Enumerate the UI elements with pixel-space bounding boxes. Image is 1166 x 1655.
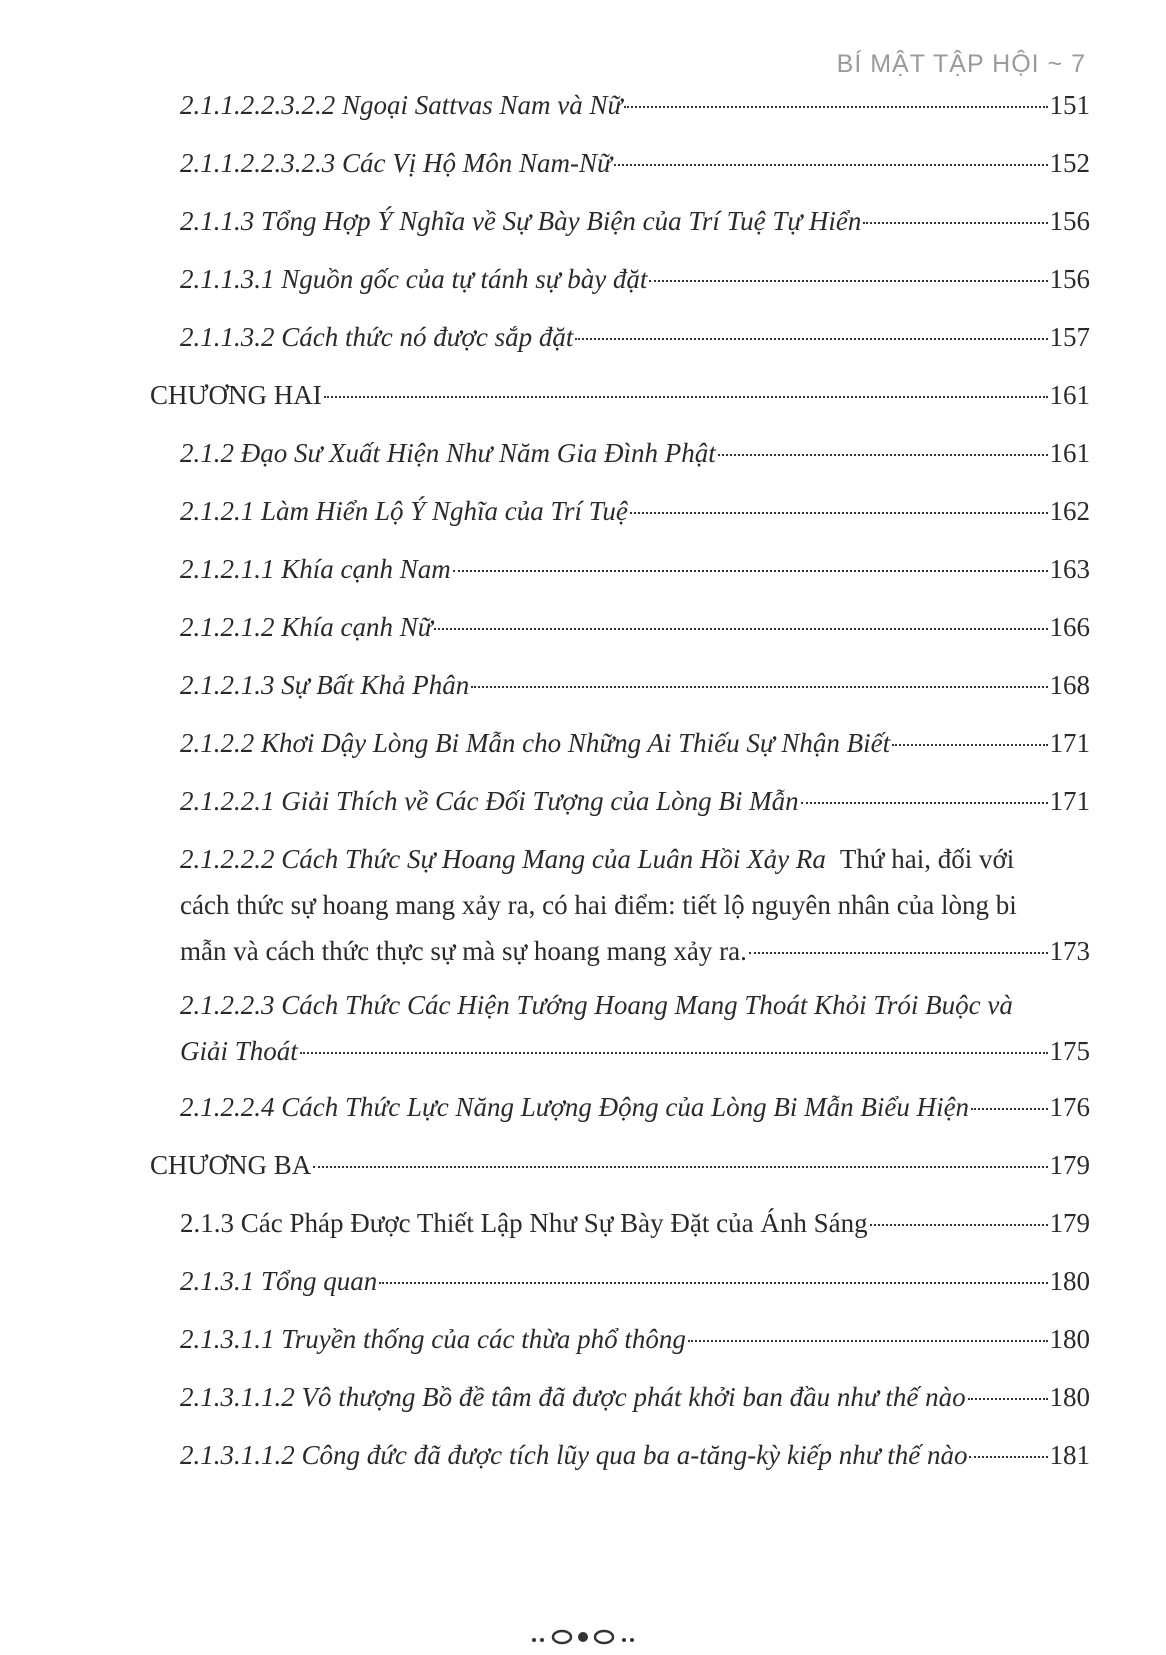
toc-entry[interactable] [0,778,1090,824]
dot-leader [801,802,1048,804]
dot-leader [863,222,1047,224]
toc-entry[interactable] [0,662,1090,708]
toc-entry[interactable] [0,488,1090,534]
toc-entry-page: 157 [1049,322,1090,352]
toc-entry-page: 168 [1049,670,1090,700]
dot-leader [624,106,1047,108]
toc-entry[interactable] [0,140,1090,186]
dot-leader [971,1108,1047,1110]
toc-entry-page: 161 [1049,380,1090,410]
toc-entry-page: 156 [1049,206,1090,236]
toc-entry-title: 2.1.3 Các Pháp Được Thiết Lập Như Sự Bày Đặt của Ánh Sáng [180,1208,868,1238]
toc-entry-page: 176 [1049,1092,1090,1122]
toc-entry-title: 2.1.1.3.2 Cách thức nó được sắp đặt [180,322,574,352]
toc-entry-page: 180 [1049,1382,1090,1412]
toc-entry[interactable] [0,546,1090,592]
toc-entry-title: 2.1.2.1.1 Khía cạnh Nam [180,554,451,584]
dot-leader [688,1340,1048,1342]
toc-entry-description: cách thức sự hoang mang xảy ra, có hai điểm: tiết lộ nguyên nhân của lòng bi [180,890,1017,920]
toc-entry[interactable] [0,720,1090,766]
toc-entry-page: 179 [1049,1150,1090,1180]
dot-leader [630,512,1048,514]
toc-entry-page: 175 [1049,1036,1090,1066]
toc-entry-title: 2.1.2.2 Khơi Dậy Lòng Bi Mẫn cho Những Ai Thiếu Sự Nhận Biết [180,728,891,758]
toc-entry[interactable] [0,198,1090,244]
toc-entry-title: 2.1.2.1.2 Khía cạnh Nữ [180,612,433,642]
toc-entry-page: 181 [1049,1440,1090,1470]
toc-entry[interactable] [0,1374,1090,1420]
toc-chapter-entry[interactable] [0,1142,1090,1188]
dot-leader [575,338,1047,340]
toc-chapter-entry[interactable] [0,372,1090,418]
dot-leader [649,280,1047,282]
ornament-icon [528,1626,638,1648]
dot-leader [434,628,1047,630]
toc-entry[interactable] [0,82,1090,128]
toc-entry-title: 2.1.1.2.2.3.2.3 Các Vị Hộ Môn Nam-Nữ [180,148,612,178]
toc-entry[interactable] [0,604,1090,650]
toc-entry[interactable] [0,256,1090,302]
toc-entry-page: 180 [1049,1324,1090,1354]
footer-ornament [0,1622,1166,1648]
toc-entry-page: 156 [1049,264,1090,294]
toc-entry-page: 151 [1049,90,1090,120]
toc-entry-title: 2.1.2.2.1 Giải Thích về Các Đối Tượng của Lòng Bi Mẫn [180,786,799,816]
toc-entry-title: 2.1.3.1.1 Truyền thống của các thừa phổ thông [180,1324,686,1354]
toc-entry-title: 2.1.1.3 Tổng Hợp Ý Nghĩa về Sự Bày Biện của Trí Tuệ Tự Hiển [180,206,862,236]
toc-entry-page: 152 [1049,148,1090,178]
toc-entry-title: 2.1.2.1 Làm Hiển Lộ Ý Nghĩa của Trí Tuệ [180,496,628,526]
dot-leader [453,570,1048,572]
dot-leader [968,1398,1048,1400]
toc-entry-page: 162 [1049,496,1090,526]
toc-entry-title: 2.1.3.1.1.2 Vô thượng Bồ đề tâm đã được phát khởi ban đầu như thế nào [180,1382,966,1412]
toc-entry[interactable] [0,1200,1090,1246]
toc-entry-page: 179 [1049,1208,1090,1238]
toc-entry-title: 2.1.2.2.3 Cách Thức Các Hiện Tướng Hoang Mang Thoát Khỏi Trói Buộc và [180,990,1013,1020]
dot-leader [749,952,1048,954]
toc-entry-title: 2.1.2 Đạo Sư Xuất Hiện Như Năm Gia Đình Phật [180,438,716,468]
toc-entry-multiline[interactable] [0,836,1090,974]
toc-entry[interactable] [0,314,1090,360]
dot-leader [471,686,1047,688]
toc-entry-title: 2.1.2.2.2 Cách Thức Sự Hoang Mang của Luân Hồi Xảy Ra [180,844,826,874]
dot-leader [718,454,1048,456]
toc-entry[interactable] [0,1084,1090,1130]
dot-leader [379,1282,1047,1284]
running-header: BÍ MẬT TẬP HỘI ~ 7 [836,50,1086,78]
toc-entry-description: mẫn và cách thức thực sự mà sự hoang mang xảy ra. [180,936,747,966]
toc-entry-page: 171 [1049,786,1090,816]
toc-entry[interactable] [0,430,1090,476]
toc-entry-page: 173 [1049,936,1090,966]
toc-entry-title-continued: Giải Thoát [180,1036,298,1066]
toc-entry-page: 161 [1049,438,1090,468]
dot-leader [870,1224,1048,1226]
chapter-title: CHƯƠNG BA [150,1150,312,1180]
dot-leader [892,744,1047,746]
toc-entry-description: Thứ hai, đối với [839,844,1015,874]
toc-entry-title: 2.1.2.1.3 Sự Bất Khả Phân [180,670,470,700]
dot-leader [969,1456,1047,1458]
toc-entry[interactable] [0,1432,1090,1478]
dot-leader [313,1166,1047,1168]
toc-entry-title: 2.1.3.1.1.2 Công đức đã được tích lũy qua ba a-tăng-kỳ kiếp như thế nào [180,1440,968,1470]
toc-entry-title: 2.1.1.2.2.3.2.2 Ngoại Sattvas Nam và Nữ [180,90,623,120]
toc-entry-page: 180 [1049,1266,1090,1296]
toc-entry-multiline[interactable] [0,982,1090,1074]
dot-leader [300,1052,1048,1054]
toc-entry-title: 2.1.3.1 Tổng quan [180,1266,378,1296]
toc-entry-title: 2.1.2.2.4 Cách Thức Lực Năng Lượng Động của Lòng Bi Mẫn Biểu Hiện [180,1092,970,1122]
chapter-title: CHƯƠNG HAI [150,380,322,410]
toc-entry-title: 2.1.1.3.1 Nguồn gốc của tự tánh sự bày đặt [180,264,648,294]
toc-entry-page: 163 [1049,554,1090,584]
toc-entry[interactable] [0,1316,1090,1362]
dot-leader [324,396,1048,398]
dot-leader [614,164,1048,166]
toc-entry[interactable] [0,1258,1090,1304]
toc-entry-page: 171 [1049,728,1090,758]
toc-entry-page: 166 [1049,612,1090,642]
